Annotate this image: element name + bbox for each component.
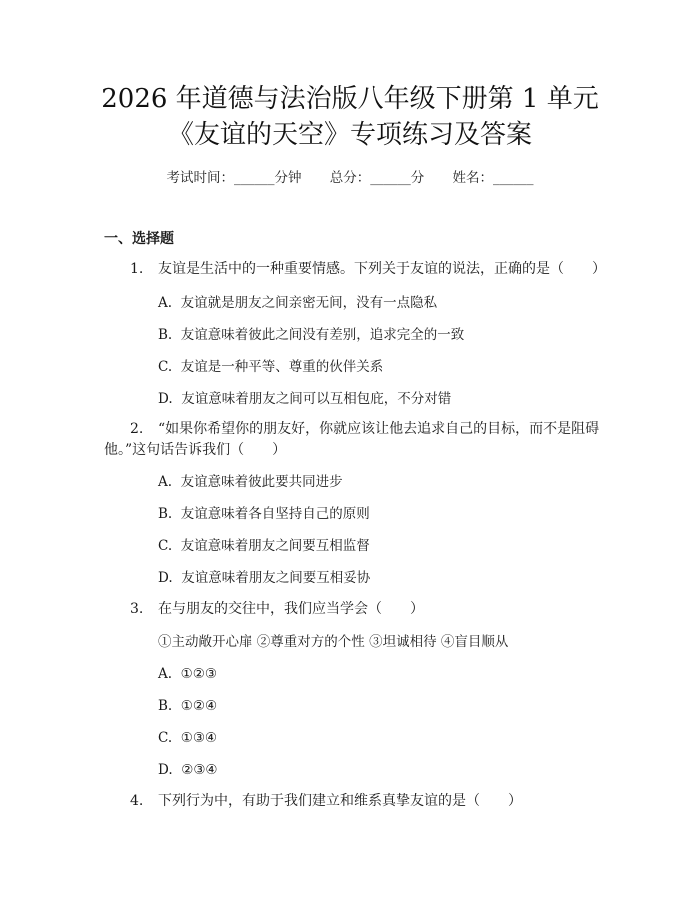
total-score-field: 总分：______分 xyxy=(329,170,425,186)
q1-option-c: C. 友谊是一种平等、尊重的伙伴关系 xyxy=(158,359,384,375)
section-heading: 一、选择题 xyxy=(104,231,174,247)
question-3 xyxy=(130,596,424,622)
question-text: 下列行为中，有助于我们建立和维系真挚友谊的是（ ） xyxy=(158,793,522,809)
question-text-line1: “如果你希望你的朋友好，你就应该让他去追求自己的目标，而不是阻碍 xyxy=(158,421,600,437)
question-text-line2: 他。”这句话告诉我们（ ） xyxy=(104,442,287,458)
q1-option-d: D. 友谊意味着朋友之间可以互相包庇，不分对错 xyxy=(158,391,452,407)
exam-time-field: 考试时间：______分钟 xyxy=(166,170,302,186)
question-number: 4. xyxy=(130,793,144,809)
exam-meta xyxy=(0,168,700,188)
q3-option-d: D. ②③④ xyxy=(158,762,218,778)
question-number: 1. xyxy=(130,261,144,277)
q2-option-b: B. 友谊意味着各自坚持自己的原则 xyxy=(158,506,370,522)
question-number: 3. xyxy=(130,601,144,617)
q2-option-c: C. 友谊意味着朋友之间要互相监督 xyxy=(158,538,370,554)
q1-option-b: B. 友谊意味着彼此之间没有差别，追求完全的一致 xyxy=(158,327,465,343)
question-text: 友谊是生活中的一种重要情感。下列关于友谊的说法，正确的是（ ） xyxy=(158,261,606,277)
question-2-continued xyxy=(104,437,286,463)
q1-option-a: A. 友谊就是朋友之间亲密无间，没有一点隐私 xyxy=(158,295,438,311)
question-4 xyxy=(130,788,522,814)
question-1 xyxy=(130,256,606,282)
question-number: 2. xyxy=(130,421,144,437)
page-title-line1: 2026 年道德与法治版八年级下册第 1 单元 xyxy=(101,84,599,114)
q3-option-a: A. ①②③ xyxy=(158,666,217,682)
q2-option-a: A. 友谊意味着彼此要共同进步 xyxy=(158,474,343,490)
question-text: 在与朋友的交往中，我们应当学会（ ） xyxy=(158,601,424,617)
q3-option-b: B. ①②④ xyxy=(158,698,218,714)
student-name-field: 姓名：______ xyxy=(452,170,534,186)
q3-option-c: C. ①③④ xyxy=(158,730,218,746)
q3-statements: ①主动敞开心扉 ②尊重对方的个性 ③坦诚相待 ④盲目顺从 xyxy=(158,634,509,650)
page-title-line2: 《友谊的天空》专项练习及答案 xyxy=(167,120,532,150)
q2-option-d: D. 友谊意味着朋友之间要互相妥协 xyxy=(158,570,371,586)
